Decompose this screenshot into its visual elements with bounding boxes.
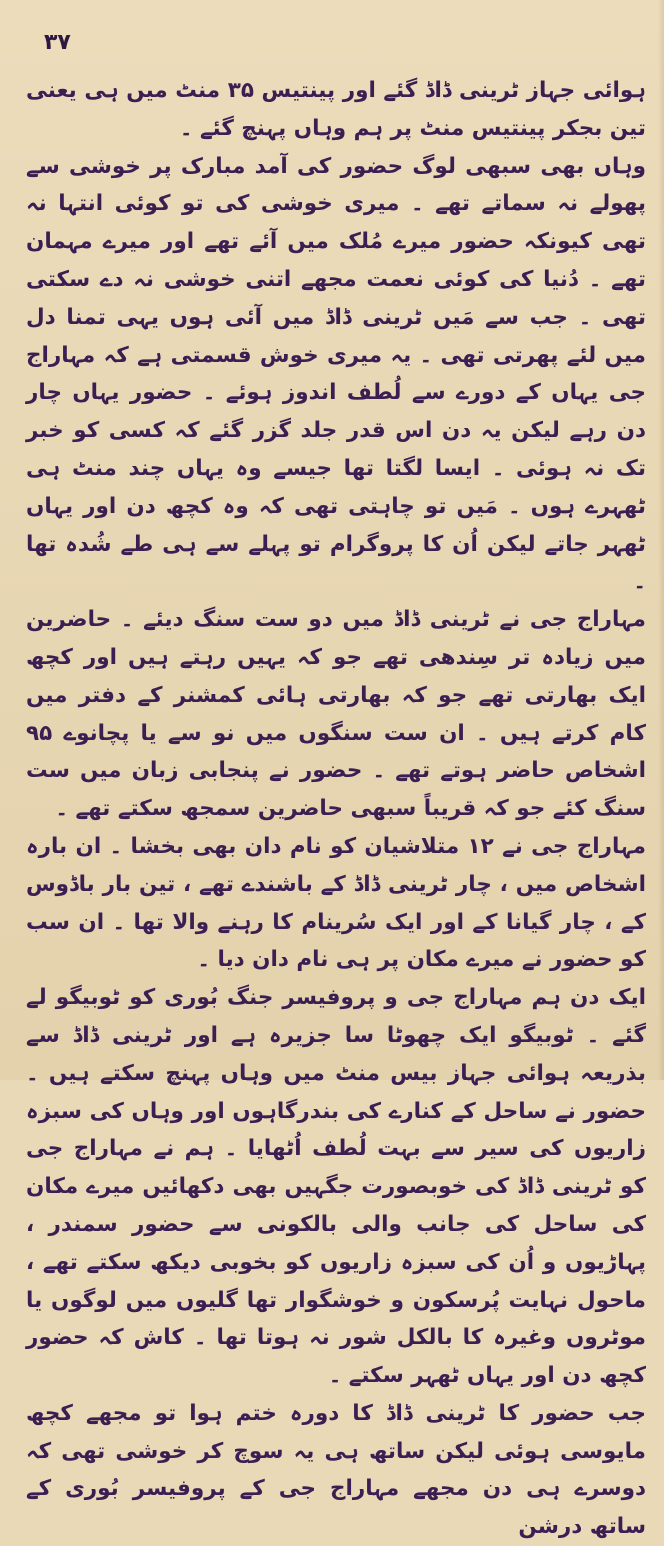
page-edge-shadow (658, 0, 664, 1080)
page-body (26, 72, 646, 1546)
paragraph-1: ہوائی جہاز ٹرینی ڈاڈ گئے اور پینتیس ۳۵ منٹ میں ہی یعنی تین بجکر پینتیس منٹ پر ہم وہاں پہنچ گئے ۔ (26, 78, 647, 141)
paragraph-5: ایک دن ہم مہاراج جی و پروفیسر جنگ بُوری کو ٹوبیگو لے گئے ۔ ٹوبیگو ایک چھوٹا سا جزیرہ ہے اور ٹرینی ڈاڈ سے بذریعہ ہوائی جہاز بیس منٹ میں وہاں پہنچ سکتے ہیں ۔ حضور نے ساحل کے کنارے کی بندرگاہوں اور وہاں کی سبزہ زاریوں کی سیر سے بہت لُطف اُٹھایا ۔ ہم نے مہاراج جی کو ٹرینی ڈاڈ کی خوبصورت جگہیں بھی دکھائیں میرے مکان کی ساحل کی جانب والی بالکونی سے حضور سمندر ، پہاڑیوں و اُن کی سبزہ زاریوں کو بخوبی دیکھ سکتے تھے ، ماحول نہایت پُرسکون و خوشگوار تھا گلیوں میں لوگوں یا موٹروں وغیرہ کا بالکل شور نہ ہوتا تھا ۔ کاش کہ حضور کچھ دن اور یہاں ٹھہر سکتے ۔ (26, 985, 646, 1389)
paragraph-3: مہاراج جی نے ٹرینی ڈاڈ میں دو ست سنگ دیئے ۔ حاضرین میں زیادہ تر سِندھی تھے جو کہ یہیں رہتے ہیں اور کچھ ایک بھارتی تھے جو کہ بھارتی ہائی کمشنر کے دفتر میں کام کرتے ہیں ۔ ان ست سنگوں میں نو سے یا پچانوے ۹۵ اشخاص حاضر ہوتے تھے ۔ حضور نے پنجابی زبان میں ست سنگ کئے جو کہ قریباً سبھی حاضرین سمجھ سکتے تھے ۔ (26, 607, 646, 822)
paragraph-6: جب حضور کا ٹرینی ڈاڈ کا دورہ ختم ہوا تو مجھے کچھ مایوسی ہوئی لیکن ساتھ ہی یہ سوچ کر خوشی تھی کہ دوسرے ہی دن مجھے مہاراج جی کے پروفیسر بُوری کے ساتھ درشن (26, 1400, 646, 1540)
page-number: ۳۷ (44, 30, 71, 55)
paragraph-2: وہاں بھی سبھی لوگ حضور کی آمد مبارک پر خوشی سے پھولے نہ سماتے تھے ۔ میری خوشی کی تو کوئی انتہا نہ تھی کیونکہ حضور میرے مُلک میں آئے تھے اور میرے مہمان تھے ۔ دُنیا کی کوئی نعمت مجھے اتنی خوشی نہ دے سکتی تھی ۔ جب سے مَیں ٹرینی ڈاڈ میں آئی ہوں یہی تمنا دل میں لئے پھرتی تھی ۔ یہ میری خوش قسمتی ہے کہ مہاراج جی یہاں کے دورے سے لُطف اندوز ہوئے ۔ حضور یہاں چار دن رہے لیکن یہ دن اس قدر جلد گزر گئے کہ کسی کو خبر تک نہ ہوئی ۔ ایسا لگتا تھا جیسے وہ یہاں چند منٹ ہی ٹھہرے ہوں ۔ مَیں تو چاہتی تھی کہ وہ کچھ دن اور یہاں ٹھہر جاتے لیکن اُن کا پروگرام تو پہلے سے ہی طے شُدہ تھا ۔ (26, 153, 646, 595)
paragraph-4: مہاراج جی نے ۱۲ متلاشیان کو نام دان بھی بخشا ۔ ان بارہ اشخاص میں ، چار ٹرینی ڈاڈ کے باشندے تھے ، تین بار باڈوس کے ، چار گیانا کے اور ایک سُرینام کا رہنے والا تھا ۔ ان سب کو حضور نے میرے مکان پر ہی نام دان دیا ۔ (26, 833, 646, 973)
